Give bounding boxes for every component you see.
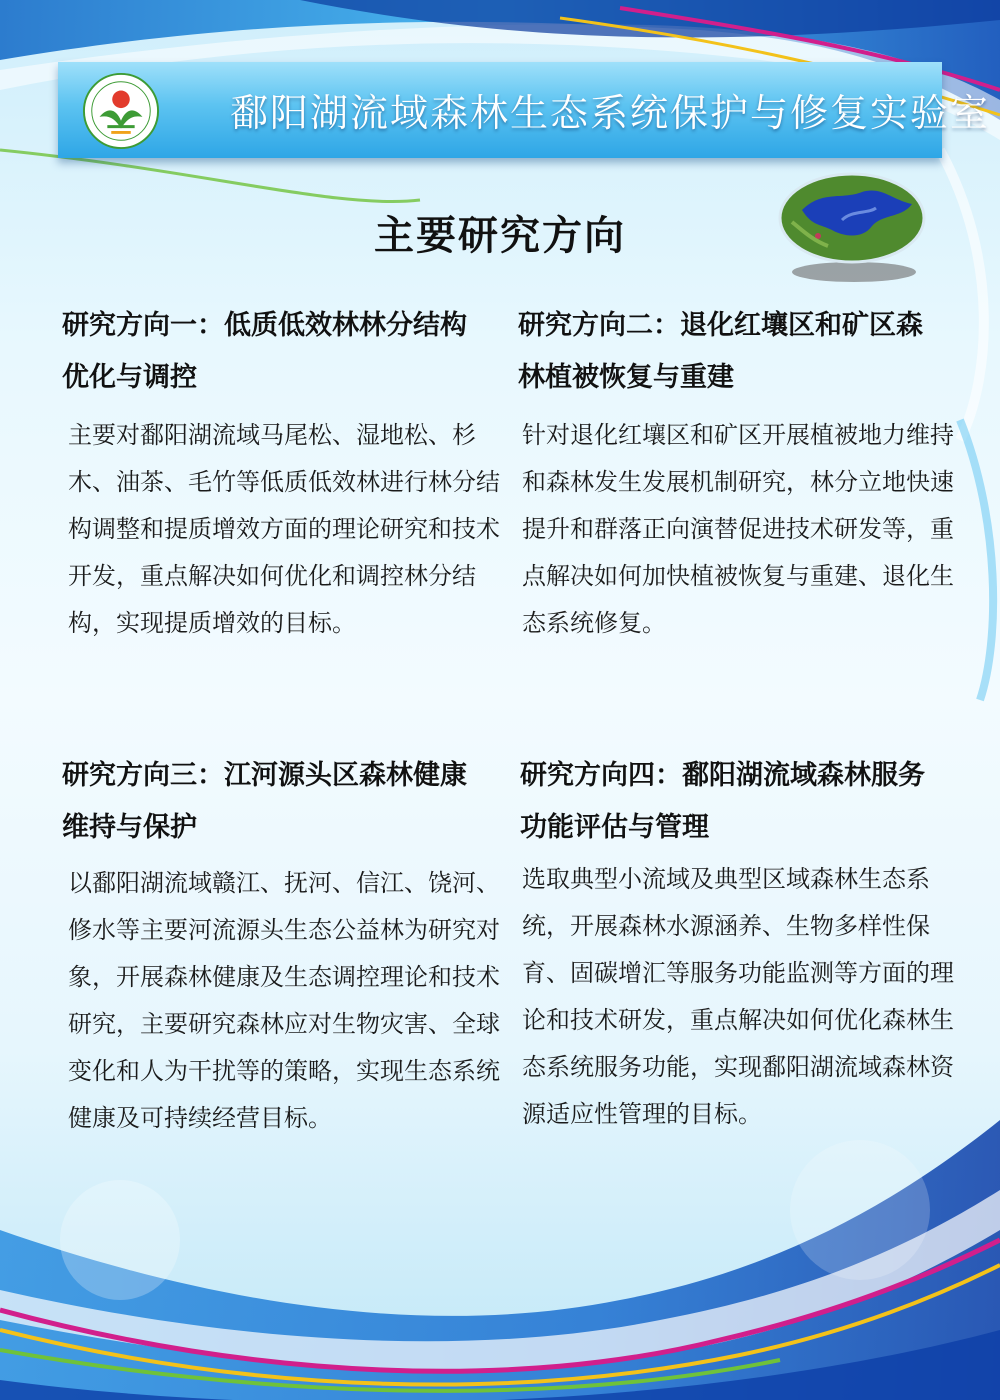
- direction-2-heading: 研究方向二：退化红壤区和矿区森林植被恢复与重建: [518, 310, 923, 393]
- section-title: 主要研究方向: [374, 213, 626, 259]
- direction-3-heading: 研究方向三：江河源头区森林健康维持与保护: [62, 760, 467, 843]
- title-banner: [58, 62, 991, 158]
- direction-1-body: 主要对鄱阳湖流域马尾松、湿地松、杉木、油茶、毛竹等低质低效林进行林分结构调整和提质增效方面的理论研究和技术开发，重点解决如何优化和调控林分结构，实现提质增效的目标。: [68, 421, 500, 637]
- direction-4-body: 选取典型小流域及典型区域森林生态系统，开展森林水源涵养、生物多样性保育、固碳增汇等服务功能监测等方面的理论和技术研发，重点解决如何优化森林生态系统服务功能，实现鄱阳湖流域森林资源适应性管理的目标。: [522, 865, 954, 1128]
- direction-1-heading: 研究方向一：低质低效林林分结构优化与调控: [62, 310, 467, 393]
- poyang-lake-satellite-map-icon: [772, 170, 932, 290]
- direction-3-body: 以鄱阳湖流域赣江、抚河、信江、饶河、修水等主要河流源头生态公益林为研究对象，开展森林健康及生态调控理论和技术研究，主要研究森林应对生物灾害、全球变化和人为干扰等的策略，实现生态系统健康及可持续经营目标。: [68, 869, 500, 1132]
- university-logo-icon: [82, 72, 160, 150]
- direction-2-body: 针对退化红壤区和矿区开展植被地力维持和森林发生发展机制研究，林分立地快速提升和群落正向演替促进技术研发等，重点解决如何加快植被恢复与重建、退化生态系统修复。: [522, 421, 954, 637]
- direction-4-heading: 研究方向四：鄱阳湖流域森林服务功能评估与管理: [520, 760, 925, 843]
- lab-title: 鄱阳湖流域森林生态系统保护与修复实验室: [230, 91, 991, 135]
